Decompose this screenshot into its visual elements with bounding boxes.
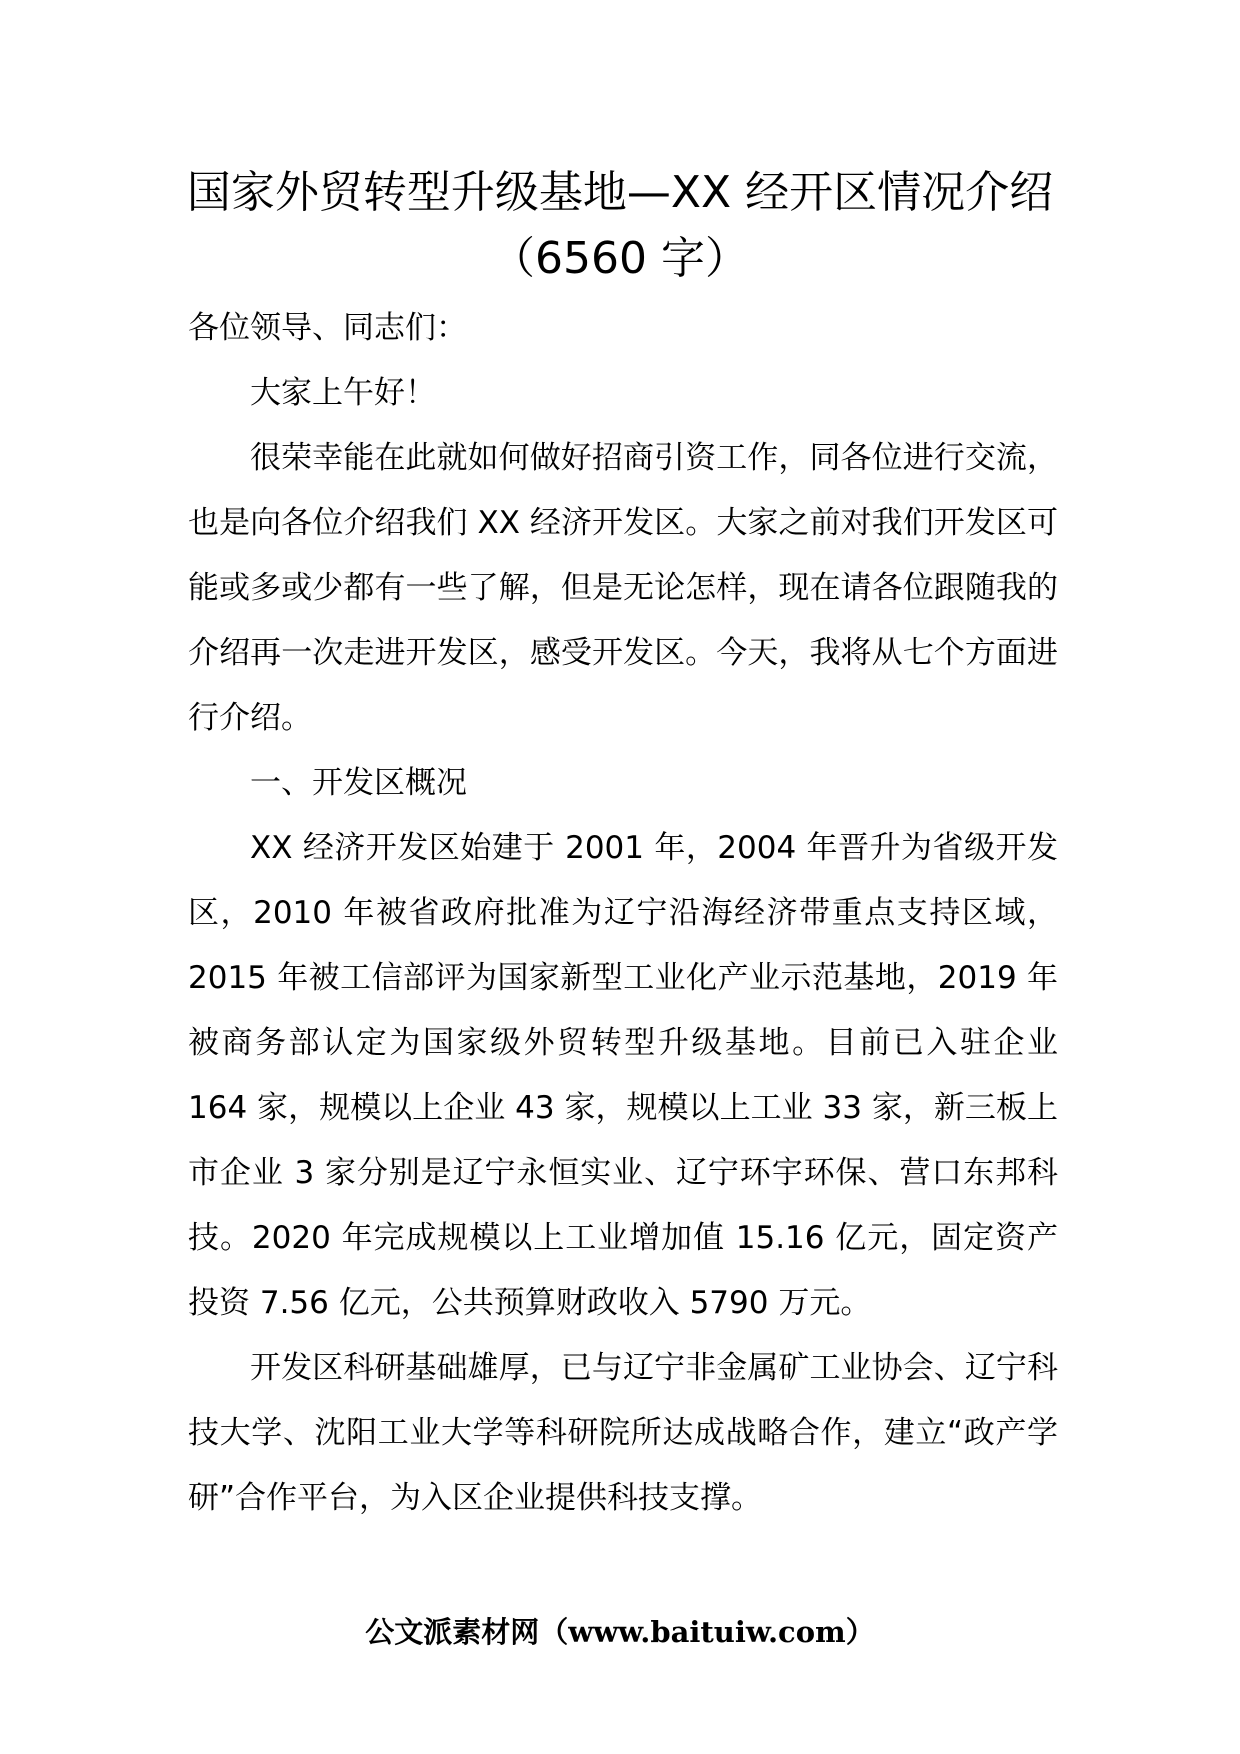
paragraph-overview: XX 经济开发区始建于 2001 年，2004 年晋升为省级开发区，2010 年被省政府批准为辽宁沿海经济带重点支持区域，2015 年被工信部评为国家新型工业化产业示范基地，2019 年被商务部认定为国家级外贸转型升级基地。目前已入驻企业 164 家，规模以上企业 43 家，规模以上工业 33 家，新三板上市企业 3 家分别是辽宁永恒实业、辽宁环宇环保、营口东邦科技。2020 年完成规模以上工业增加值 15.16 亿元，固定资产投资 7.56 亿元，公共预算财政收入 5790 万元。: [188, 830, 1058, 1321]
footer-watermark: 公文派素材网（www.baituiw.com）: [365, 1615, 875, 1649]
document-title: 国家外贸转型升级基地—XX 经开区情况介绍（6560 字）: [186, 167, 1054, 284]
document-body: [188, 296, 1058, 1531]
salutation: 各位领导、同志们：: [188, 310, 467, 346]
paragraph-intro: 很荣幸能在此就如何做好招商引资工作，同各位进行交流，也是向各位介绍我们 XX 经济开发区。大家之前对我们开发区可能或多或少都有一些了解，但是无论怎样，现在请各位跟随我的介绍再一次走进开发区，感受开发区。今天，我将从七个方面进行介绍。: [188, 440, 1058, 736]
section-heading-overview: 一、开发区概况: [250, 765, 467, 801]
paragraph-research: 开发区科研基础雄厚，已与辽宁非金属矿工业协会、辽宁科技大学、沈阳工业大学等科研院所达成战略合作，建立“政产学研”合作平台，为入区企业提供科技支撑。: [188, 1350, 1058, 1516]
paragraph-greeting: 大家上午好！: [250, 375, 436, 411]
